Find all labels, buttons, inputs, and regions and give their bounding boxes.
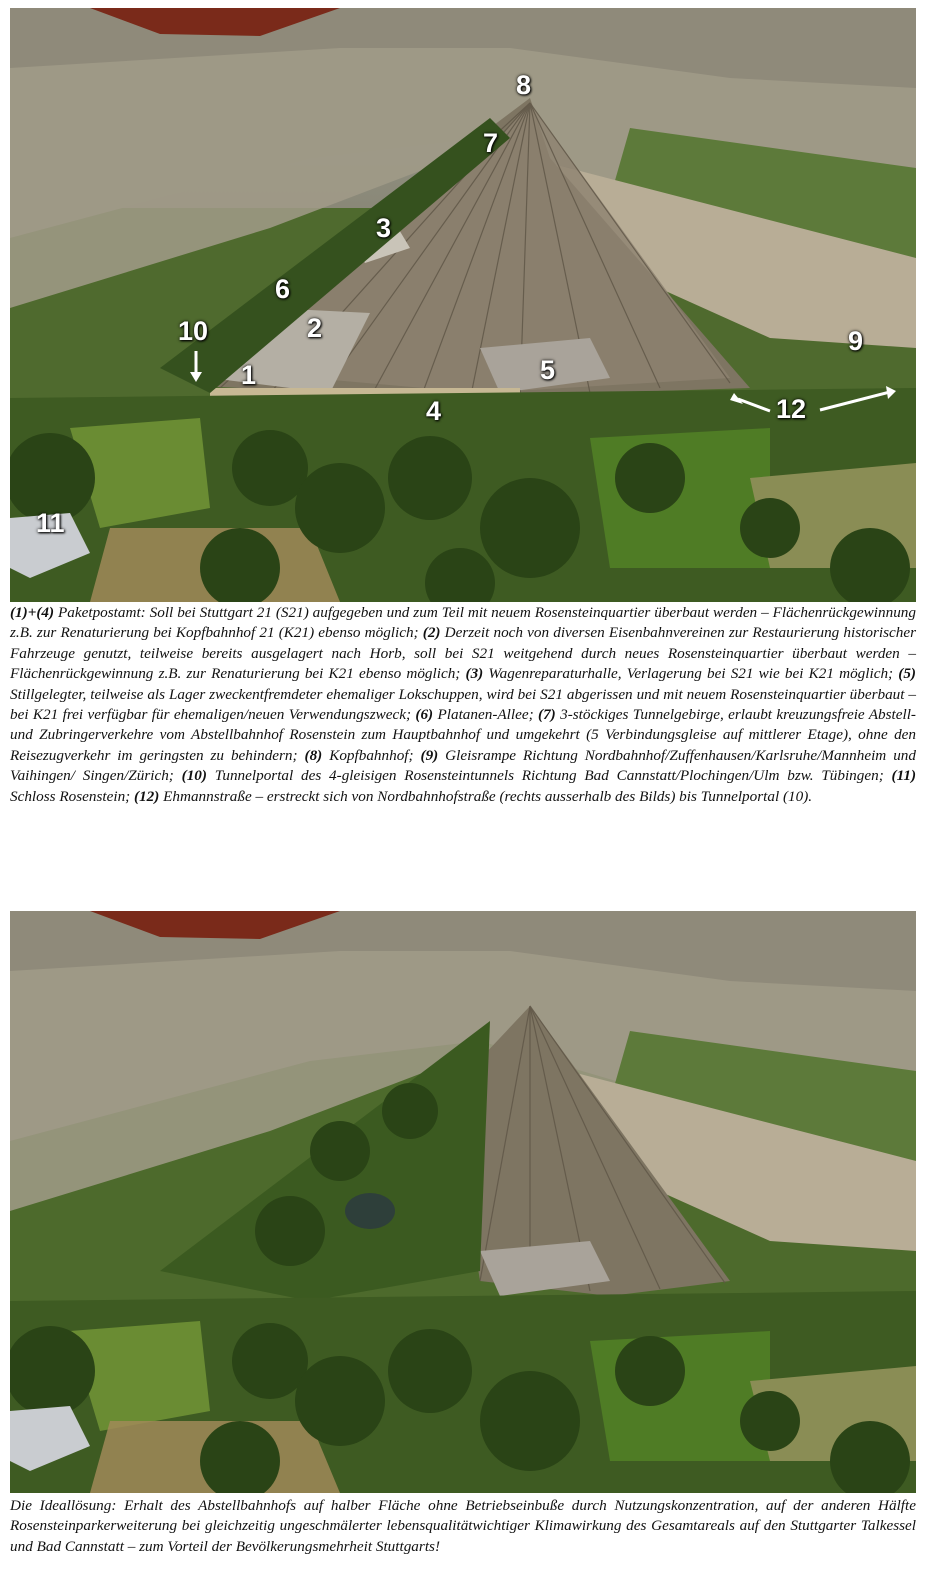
caption-reference-text: 3-stöckiges Tunnelgebirge, erlaubt kreuzungsfreie Abstell- und Zubringerverkehre vom Abstellbahnhof Rosenstein zum Hauptbahnhof und umgekehrt (5 Verbindungsgleise auf mittlerer Etage), ohne den Reisezugverkehr im geringsten zu behindern; [10,706,916,764]
marker-3: 3 [376,213,392,243]
marker-6: 6 [275,274,291,304]
caption-reference-number: (10) [181,767,207,785]
caption-reference-number: (8) [304,746,323,764]
aerial-photo-current [10,8,916,602]
caption-reference-number: (7) [538,706,556,724]
marker-9: 9 [848,326,864,356]
caption-ideal-solution: Die Ideallösung: Erhalt des Abstellbahnhofs auf halber Fläche ohne Betriebseinbuße durch Nutzungskonzentration, auf der anderen Hälfte Rosensteinparkerweiterung bei gleichzeitig ungeschmälerter lebensqualitätwichtiger Klimawirkung des Gesamtareals auf den Stuttgarter Talkessel und Bad Cannstatt – zum Vorteil der Bevölkerungsmehrheit Stuttgarts! [10,1497,916,1555]
caption-reference-text: Kopfbahnhof; [322,746,421,764]
aerial-photo-current-image [10,8,916,602]
marker-7: 7 [483,128,499,158]
caption-reference-text: Ehmannstraße – erstreckt sich von Nordbahnhofstraße (rechts ausserhalb des Bilds) bis Tunnelportal (10). [159,787,813,805]
marker-2: 2 [307,313,323,343]
caption-reference-number: (11) [891,767,916,785]
caption-reference-number: (2) [422,624,441,642]
caption-reference-number: (9) [420,746,439,764]
caption-reference-number: (12) [134,787,160,805]
marker-5: 5 [540,355,556,385]
marker-11: 11 [36,508,65,538]
caption-reference-text: Gleisrampe Richtung Nordbahnhof/Zuffenhausen/Karlsruhe/Mannheim und Vaihingen/ Singen/Zürich; [10,746,916,785]
caption-reference-number: (6) [415,706,434,724]
caption-legend [10,603,916,807]
caption-reference-text: Stillgelegter, teilweise als Lager zweckentfremdeter ehemaliger Lokschuppen, wird bei S21 abgerissen und mit neuem Rosensteinquartier überbaut – bei K21 frei verfügbar für ehemaligen/neuen Verwendungszweck; [10,685,916,724]
caption-reference-text: Schloss Rosenstein; [10,787,135,805]
caption-reference-text: Paketpostamt: Soll bei Stuttgart 21 (S21) aufgegeben und zum Teil mit neuem Rosensteinquartier überbaut werden – Flächenrückgewinnung z.B. zur Renaturierung bei Kopfbahnhof 21 (K21) ebenso möglich; [10,604,916,642]
caption-reference-number: (5) [898,665,916,683]
aerial-photo-proposal [10,911,916,1493]
caption-reference-number: (1)+(4) [10,604,55,621]
caption-reference-text: Platanen-Allee; [433,706,539,724]
caption-reference-text: Tunnelportal des 4-gleisigen Rosensteintunnels Richtung Bad Cannstatt/Plochingen/Ulm bzw. Tübingen; [206,767,892,785]
marker-1: 1 [241,360,257,390]
marker-12: 12 [776,394,807,424]
caption-reference-number: (3) [465,665,484,683]
caption-reference-text: Derzeit noch von diversen Eisenbahnvereinen zur Restaurierung historischer Fahrzeuge genutzt, teilweise bereits ausgelagert nach Horb, soll bei S21 weitgehend durch neues Rosensteinquartier überbaut werden – Flächenrückgewinnung z.B. zur Renaturierung bei K21 ebenso möglich; [10,624,916,683]
caption-reference-text: Wagenreparaturhalle, Verlagerung bei S21 wie bei K21 möglich; [483,665,899,683]
aerial-photo-proposal-image [10,911,916,1493]
marker-4: 4 [426,396,442,426]
marker-10: 10 [178,316,209,346]
marker-8: 8 [516,70,532,100]
